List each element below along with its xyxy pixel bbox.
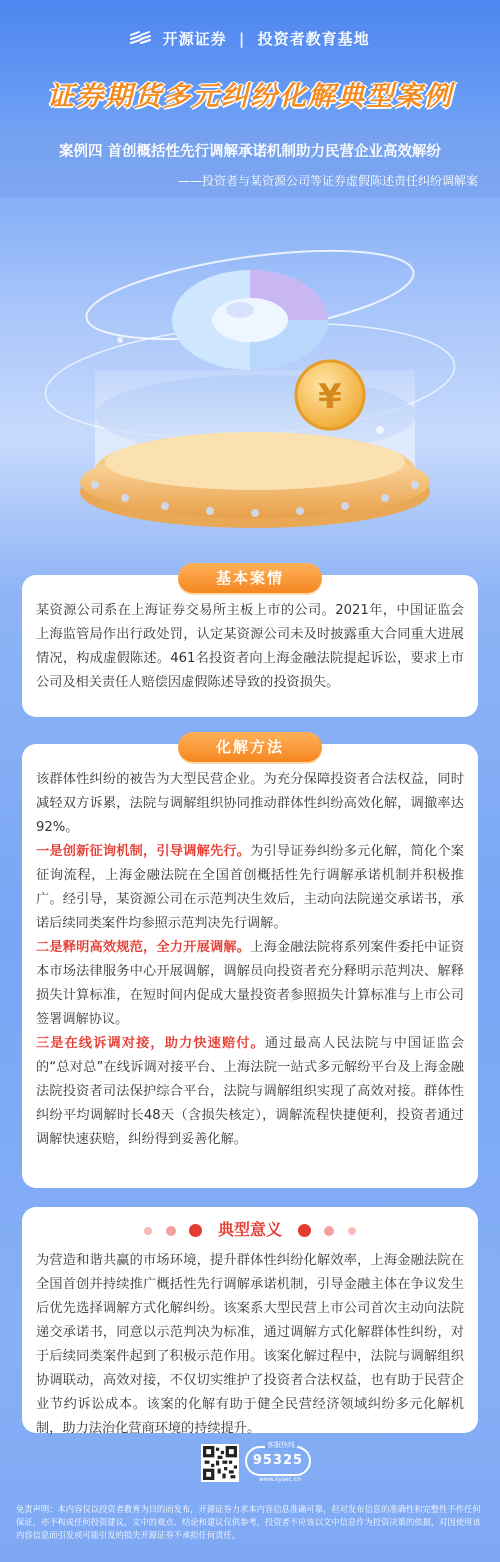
method-item-1 [36, 840, 464, 936]
decor-dot-icon [166, 1226, 176, 1236]
case-title: 案例四 首创概括性先行调解承诺机制助力民营企业高效解纷 [58, 144, 442, 160]
decor-dot-icon [298, 1224, 311, 1237]
hotline-number: 95325 [252, 1453, 304, 1468]
brand-name: 开源证券 [162, 30, 227, 48]
method-item-3 [36, 1032, 464, 1152]
page-title: 证券期货多元纠纷化解典型案例 [47, 81, 453, 112]
decor-dot-icon [144, 1227, 152, 1235]
website-link[interactable]: www.kysec.cn [258, 1476, 301, 1483]
resolution-method-heading: 化解方法 [178, 732, 322, 762]
method-intro: 该群体性纠纷的被告为大型民营企业。为充分保障投资者合法权益，同时减轻双方诉累，法院与调解组织协同推动群体性纠纷高效化解，调撤率达92%。 [36, 772, 464, 835]
method-item-3-highlight: 三是在线诉调对接，助力快速赔付。 [36, 1036, 265, 1051]
edu-base-name: 投资者教育基地 [257, 30, 370, 48]
brand-separator: | [238, 30, 246, 48]
method-item-3-text: 通过最高人民法院与中国证监会的“总对总”在线诉调对接平台、上海法院一站式多元解纷平台及上海金融法院投资者司法保护综合平台，法院与调解组织实现了高效对接。群体性纠纷平均调解时长48天（含损失核定），调解流程快捷便利，投资者通过调解快速获赔，纠纷得到妥善化解。 [36, 1036, 465, 1147]
kaiyuan-logo-icon [130, 31, 152, 45]
significance-heading: 典型意义 [217, 1220, 282, 1239]
decor-dot-icon [348, 1227, 356, 1235]
basic-facts-heading: 基本案情 [178, 563, 322, 593]
basic-facts-card [22, 569, 478, 717]
decor-dot-icon [324, 1226, 334, 1236]
disclaimer-text: 免责声明：本内容仅以投资者教育为目的而发布，开源证券力求本内容信息准确可靠，但对发布信息的准确性和完整性不作任何保证，亦不构成任何投资建议，文中的观点、结论和建议仅供参考，投资者不应该以文中信息作为投资决策的依据，对因使用该内容信息而引发或可能引发的损失开源证券不承担任何责任。 [16, 1504, 481, 1540]
qr-code-icon[interactable] [201, 1444, 239, 1482]
basic-facts-text: 某资源公司系在上海证券交易所主板上市的公司。2021年，中国证监会上海监管局作出行政处罚，认定某资源公司未及时披露重大合同重大进展情况，构成虚假陈述。461名投资者向上海金融法院提起诉讼，要求上市公司及相关责任人赔偿因虚假陈述导致的投资损失。 [36, 603, 464, 690]
method-item-1-highlight: 一是创新征询机制，引导调解先行。 [36, 844, 251, 859]
significance-text: 为营造和谐共赢的市场环境，提升群体性纠纷化解效率，上海金融法院在全国首创并持续推广概括性先行调解承诺机制，引导金融主体在争议发生后优先选择调解方式化解纠纷。该案系大型民营上市公司首次主动向法院递交承诺书，同意以示范判决为标准，通过调解方式化解群体性纠纷，对于后续同类案件起到了积极示范作用。该案化解过程中，法院与调解组织协调联动，高效对接，不仅切实维护了投资者合法权益，也有助于民营企业节约诉讼成本。该案的化解有助于健全民营经济领域纠纷多元化解机制，助力法治化营商环境的持续提升。 [36, 1253, 464, 1436]
hotline-tag: 客服热线 [267, 1441, 295, 1449]
significance-card [22, 1207, 478, 1436]
method-item-2-highlight: 二是释明高效规范，全力开展调解。 [36, 940, 251, 955]
method-item-1-text: 为引导证券纠纷多元化解，简化个案征询流程，上海金融法院在全国首创概括性先行调解承诺机制并积极推广。经引导，某资源公司在示范判决生效后，主动向法院递交承诺书，承诺后续同类案件均参照示范判决先行调解。 [36, 844, 465, 931]
hero-illustration [0, 200, 500, 540]
brand-header [0, 28, 500, 49]
method-item-2 [36, 936, 464, 1032]
svg-text:¥: ¥ [318, 377, 342, 417]
method-item-2-text: 上海金融法院将系列案件委托中证资本市场法律服务中心开展调解，调解员向投资者充分释明示范判决、解释损失计算标准，在短时间内促成大量投资者参照损失计算标准与上市公司签署调解协议。 [36, 940, 465, 1027]
footer-contact [0, 1441, 500, 1504]
significance-title-row [22, 1217, 478, 1240]
resolution-method-card [22, 738, 478, 1188]
hotline-badge[interactable] [245, 1441, 311, 1483]
case-subtitle: ——投资者与某资源公司等证券虚假陈述责任纠纷调解案 [177, 174, 478, 188]
decor-dot-icon [189, 1224, 202, 1237]
